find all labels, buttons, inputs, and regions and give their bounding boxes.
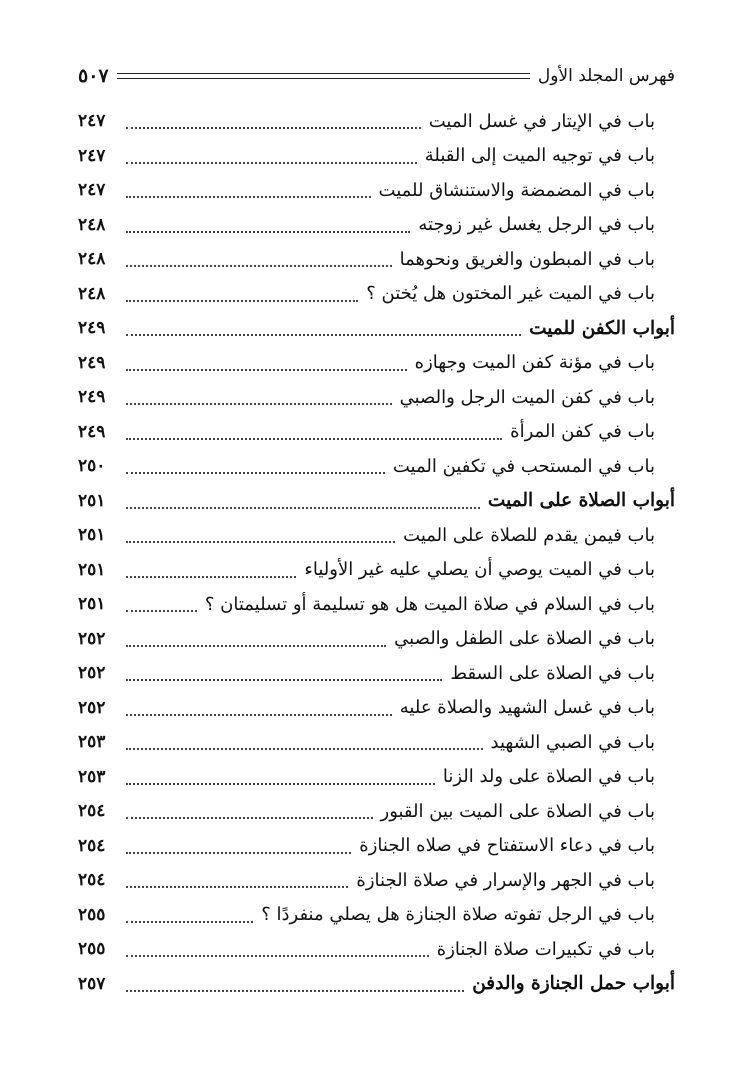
header-rule (117, 73, 530, 79)
entry-page-number: ٢٥٧ (78, 973, 106, 994)
dot-leader (126, 748, 483, 750)
entry-page-number: ٢٥٤ (78, 801, 106, 822)
dot-leader (126, 610, 197, 612)
entry-page-number: ٢٥٢ (78, 663, 106, 684)
entry-title: باب في الإيتار في غسل الميت (428, 110, 655, 132)
dot-leader (126, 541, 395, 543)
toc-entry (78, 691, 675, 726)
entry-page-number: ٢٤٨ (78, 283, 106, 304)
entry-page-number: ٢٤٩ (78, 387, 106, 408)
entry-title: باب في السلام في صلاة الميت هل هو تسليمة أو تسليمتان ؟ (204, 593, 655, 615)
entry-page-number: ٢٥٣ (78, 732, 106, 753)
toc-entry (78, 104, 675, 139)
toc-entry (78, 449, 675, 484)
dot-leader (126, 334, 521, 336)
toc-entry (78, 760, 675, 795)
entry-page-number: ٢٥٢ (78, 628, 106, 649)
toc-entry (78, 173, 675, 208)
toc-entry (78, 898, 675, 933)
dot-leader (126, 817, 373, 819)
entry-page-number: ٢٥٠ (78, 456, 106, 477)
entry-title: باب في الرجل تفوته صلاة الجنازة هل يصلي منفردًا ؟ (261, 904, 655, 926)
dot-leader (126, 265, 392, 267)
dot-leader (126, 679, 442, 681)
entry-page-number: ٢٥٤ (78, 870, 106, 891)
toc-entry (78, 380, 675, 415)
entry-title: باب في الميت يوصي أن يصلي عليه غير الأولياء (304, 559, 655, 581)
toc-entry (78, 242, 675, 277)
dot-leader (126, 645, 386, 647)
toc-entry (78, 656, 675, 691)
entry-title: أبواب حمل الجنازة والدفن (472, 973, 675, 995)
entry-page-number: ٢٥١ (78, 490, 106, 511)
toc-entry (78, 518, 675, 553)
dot-leader (126, 438, 502, 440)
entry-title: باب في كفن المرأة (510, 421, 655, 443)
dot-leader (126, 576, 296, 578)
entry-title: باب في الجهر والإسرار في صلاة الجنازة (356, 869, 655, 891)
entry-page-number: ٢٥٣ (78, 766, 106, 787)
toc-entry (78, 208, 675, 243)
entry-page-number: ٢٤٨ (78, 214, 106, 235)
dot-leader (126, 196, 371, 198)
dot-leader (126, 403, 392, 405)
entry-page-number: ٢٥٢ (78, 697, 106, 718)
entry-page-number: ٢٤٩ (78, 421, 106, 442)
dot-leader (126, 162, 417, 164)
entry-page-number: ٢٥١ (78, 559, 106, 580)
toc-entry (78, 277, 675, 312)
header-title: فهرس المجلد الأول (537, 66, 675, 86)
entry-title: باب في الصبي الشهيد (490, 731, 655, 753)
entry-title: باب في توجيه الميت إلى القبلة (424, 145, 655, 167)
entry-title: باب في المستحب في تكفين الميت (392, 455, 655, 477)
entry-title: باب في المبطون والغريق ونحوهما (399, 248, 655, 270)
toc-entry (78, 587, 675, 622)
dot-leader (126, 300, 358, 302)
entry-page-number: ٢٥٤ (78, 835, 106, 856)
entry-page-number: ٢٤٩ (78, 318, 106, 339)
entry-page-number: ٢٤٨ (78, 249, 106, 270)
entry-title: باب في مؤنة كفن الميت وجهازه (414, 352, 655, 374)
entry-title: باب في تكبيرات صلاة الجنازة (436, 938, 655, 960)
toc-entry (78, 553, 675, 588)
toc-entry (78, 829, 675, 864)
dot-leader (126, 921, 253, 923)
dot-leader (126, 783, 435, 785)
entry-page-number: ٢٤٧ (78, 180, 106, 201)
dot-leader (126, 955, 429, 957)
toc-entry (78, 725, 675, 760)
entry-title: باب في المضمضة والاستنشاق للميت (378, 179, 655, 201)
dot-leader (126, 714, 392, 716)
entry-title: أبواب الصلاة على الميت (487, 490, 675, 512)
entry-title: باب في الصلاة على السقط (450, 662, 655, 684)
dot-leader (126, 507, 480, 509)
entry-title: باب في غسل الشهيد والصلاة عليه (399, 697, 655, 719)
dot-leader (126, 231, 410, 233)
dot-leader (126, 886, 348, 888)
running-header (78, 62, 675, 90)
toc-section-heading (78, 484, 675, 519)
entry-title: باب في الصلاة على ولد الزنا (442, 766, 655, 788)
dot-leader (126, 369, 407, 371)
entry-page-number: ٢٤٧ (78, 111, 106, 132)
dot-leader (126, 472, 385, 474)
entry-title: باب في كفن الميت الرجل والصبي (399, 386, 655, 408)
toc-entry (78, 622, 675, 657)
entry-title: باب فيمن يقدم للصلاة على الميت (403, 524, 655, 546)
entry-page-number: ٢٥٥ (78, 904, 106, 925)
entry-title: باب في دعاء الاستفتاح في صلاه الجنازة (359, 835, 655, 857)
toc-entry (78, 415, 675, 450)
toc-list (78, 104, 675, 1001)
toc-entry (78, 346, 675, 381)
dot-leader (126, 990, 464, 992)
dot-leader (126, 852, 351, 854)
toc-entry (78, 932, 675, 967)
entry-title: باب في الصلاة على الطفل والصبي (394, 628, 655, 650)
toc-entry (78, 139, 675, 174)
header-page-number: ٥٠٧ (78, 65, 109, 87)
entry-title: باب في الميت غير المختون هل يُختن ؟ (366, 283, 655, 305)
entry-title: باب في الرجل يغسل غير زوجته (418, 214, 655, 236)
toc-section-heading (78, 967, 675, 1002)
entry-page-number: ٢٥٥ (78, 939, 106, 960)
entry-title: أبواب الكفن للميت (529, 317, 675, 339)
entry-page-number: ٢٥١ (78, 594, 106, 615)
entry-page-number: ٢٤٧ (78, 145, 106, 166)
dot-leader (126, 127, 421, 129)
entry-page-number: ٢٤٩ (78, 352, 106, 373)
toc-entry (78, 863, 675, 898)
entry-title: باب في الصلاة على الميت بين القبور (380, 800, 655, 822)
toc-entry (78, 794, 675, 829)
toc-section-heading (78, 311, 675, 346)
entry-page-number: ٢٥١ (78, 525, 106, 546)
